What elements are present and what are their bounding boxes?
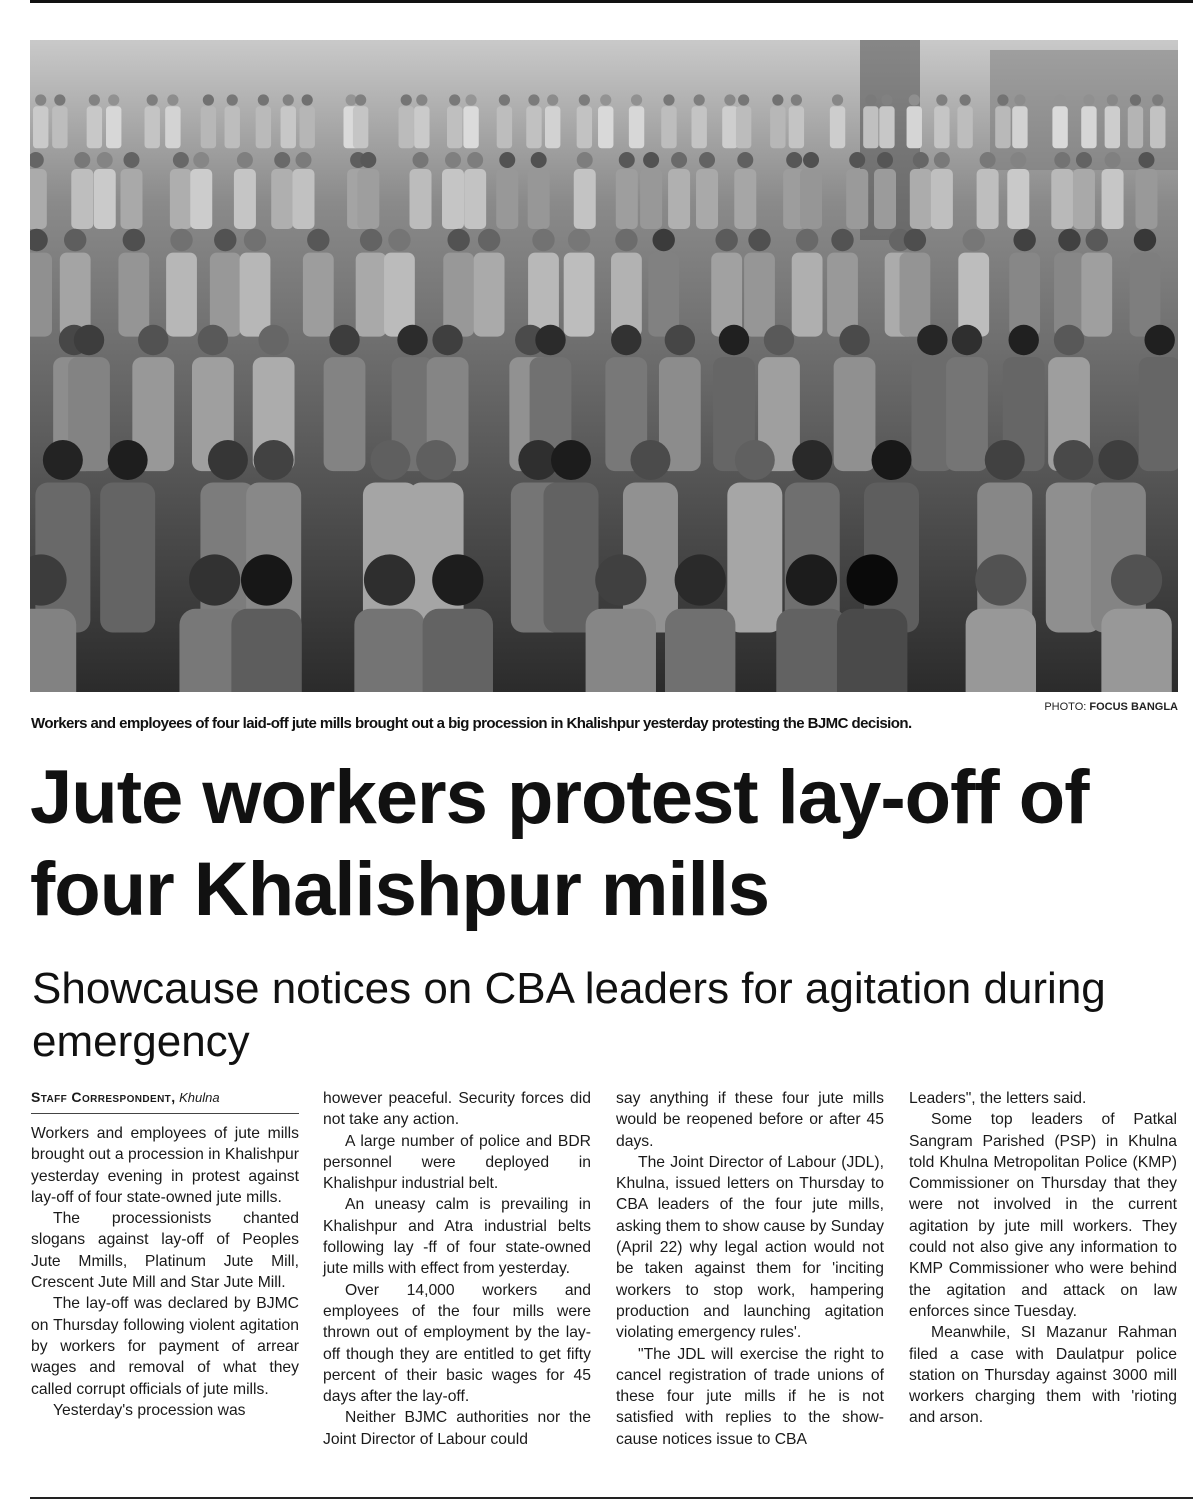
paragraph: A large number of police and BDR personnel were deployed in Khalishpur industrial belt. — [323, 1132, 591, 1193]
protest-photo — [30, 40, 1178, 692]
paragraph: Some top leaders of Patkal Sangram Parished (PSP) in Khulna told Khulna Metropolitan Police (KMP) Commissioner on Thursday that they were not involved in the current agitation by jute mill workers. They could not also give any information to KMP Commissioner who were behind the agitation and attack on law enforces since Tuesday. — [909, 1111, 1177, 1320]
article-column-4 — [909, 1088, 1177, 1429]
subheadline: Showcause notices on CBA leaders for agitation during emergency — [32, 964, 1106, 1066]
byline — [31, 1088, 299, 1114]
bottom-rule — [30, 1497, 1193, 1499]
paragraph: The Joint Director of Labour (JDL), Khulna, issued letters on Thursday to CBA leaders of the four jute mills, asking them to show cause by Sunday (April 22) why legal action would not be taken against them for 'inciting workers to stop work, hampering production and launching agitation violating emergency rules'. — [616, 1153, 884, 1342]
article-column-1 — [31, 1088, 299, 1421]
byline-name: Staff Correspondent, — [31, 1089, 176, 1105]
article-column-2 — [323, 1088, 591, 1450]
photo-credit-source: FOCUS BANGLA — [1089, 701, 1178, 713]
paragraph: Leaders", the letters said. — [909, 1090, 1087, 1107]
headline: Jute workers protest lay-off of four Khalishpur mills — [30, 755, 1089, 932]
paragraph: "The JDL will exercise the right to cancel registration of trade unions of these four jute mills if he is not satisfied with replies to the show- cause notices issue to CBA — [616, 1345, 884, 1448]
paragraph: Neither BJMC authorities nor the Joint Director of Labour could — [323, 1409, 591, 1448]
top-rule — [30, 0, 1193, 3]
paragraph: The lay-off was declared by BJMC on Thursday following violent agitation by workers for payment of arrear wages and removal of what they called corrupt officials of jute mills. — [31, 1295, 299, 1398]
paragraph: The processionists chanted slogans against lay-off of Peoples Jute Mmills, Platinum Jute Mill, Crescent Jute Mill and Star Jute Mill. — [31, 1210, 299, 1292]
paragraph: Over 14,000 workers and employees of the four mills were thrown out of employment by the lay-off though they are entitled to get fifty percent of their basic wages for 45 days after the lay-off. — [323, 1281, 591, 1406]
paragraph: An uneasy calm is prevailing in Khalishpur and Atra industrial belts following lay -ff of four state-owned jute mills with effect from yesterday. — [323, 1196, 591, 1278]
photo-caption: Workers and employees of four laid-off jute mills brought out a big procession in Khalishpur yesterday protesting the BJMC decision. — [31, 715, 912, 732]
article-column-3 — [616, 1088, 884, 1450]
paragraph: however peaceful. Security forces did not take any action. — [323, 1090, 591, 1129]
byline-location: Khulna — [179, 1090, 220, 1105]
paragraph: Yesterday's procession was — [53, 1401, 246, 1419]
paragraph: Meanwhile, SI Mazanur Rahman filed a case with Daulatpur police station on Thursday against 3000 mill workers charging them with 'rioting and arson. — [909, 1324, 1177, 1427]
paragraph: Workers and employees of jute mills brought out a procession in Khalishpur yesterday evening in protest against lay-off of four state-owned jute mills. — [31, 1125, 299, 1206]
photo-credit-label: PHOTO: — [1044, 701, 1087, 713]
paragraph: say anything if these four jute mills would be reopened before or after 45 days. — [616, 1090, 884, 1150]
photo-credit — [1044, 701, 1178, 713]
crowd-illustration — [30, 40, 1178, 692]
